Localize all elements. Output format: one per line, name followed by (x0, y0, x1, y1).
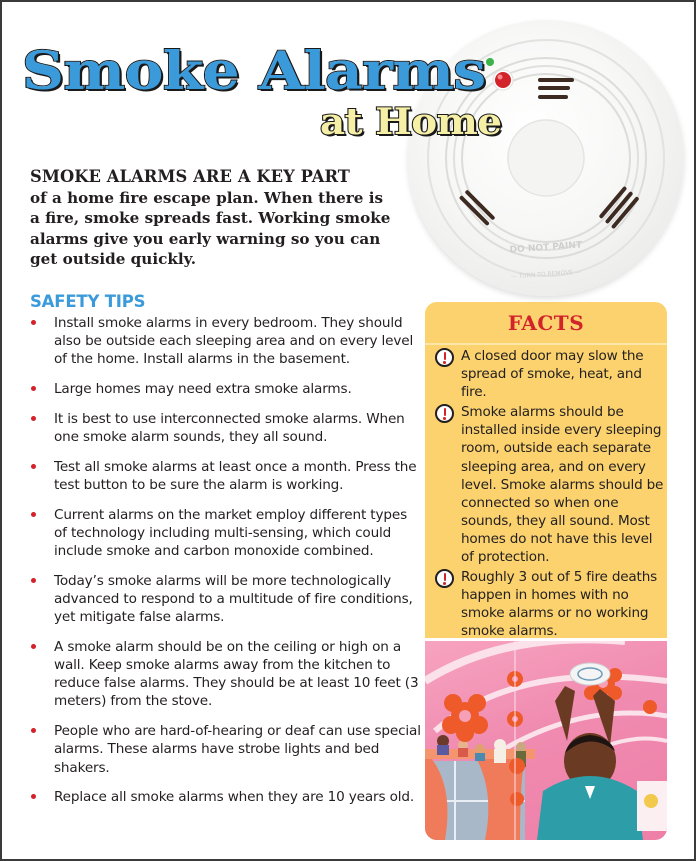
exclamation-icon (435, 404, 454, 423)
bullet-icon (31, 578, 36, 583)
divider (425, 343, 667, 345)
list-item (30, 572, 422, 627)
fact-text: Smoke alarms should be installed inside every sleeping room, outside each separate sleeping area, and on every level. Smoke alarms should be connected so when one sounds, they all sound. Most homes do not have this level of protection. (461, 404, 664, 566)
intro-lead: SMOKE ALARMS ARE A KEY PART (30, 167, 351, 186)
tip-text: It is best to use interconnected smoke alarms. When one smoke alarm sounds, they all sound. (54, 410, 405, 446)
tip-text: Current alarms on the market employ different types of technology including multi-sensing, which could include smoke and carbon monoxide combined. (54, 506, 408, 560)
list-item (30, 506, 422, 561)
list-item (30, 788, 422, 806)
svg-text:DO NOT PAINT: DO NOT PAINT (509, 240, 583, 256)
person-testing-alarm-icon (425, 641, 667, 840)
list-item (30, 458, 422, 494)
list-item (30, 314, 422, 369)
facts-heading: FACTS (507, 311, 585, 335)
list-item (30, 410, 422, 446)
tip-text: Today’s smoke alarms will be more technologically advanced to respond to a multitude of fire conditions, yet mitigate false alarms. (54, 572, 413, 626)
facts-list (435, 347, 665, 643)
bullet-icon (31, 728, 36, 733)
exclamation-icon (435, 348, 454, 367)
tip-text: People who are hard-of-hearing or deaf can use special alarms. These alarms have strobe lights and bed shakers. (54, 723, 421, 776)
bullet-icon (31, 416, 36, 421)
list-item (435, 403, 665, 566)
list-item (30, 722, 422, 777)
page-title: Smoke Alarms (22, 41, 486, 102)
fact-text: A closed door may slow the spread of smoke, heat, and fire. (461, 348, 644, 401)
fact-text: Roughly 3 out of 5 fire deaths happen in homes with no smoke alarms or no working smoke alarms. (461, 569, 657, 640)
list-item (30, 380, 422, 398)
facts-box (425, 302, 667, 638)
tip-text: Install smoke alarms in every bedroom. They should also be outside each sleeping area and on every level of the home. Install alarms in the basement. (54, 315, 414, 368)
tip-text: Large homes may need extra smoke alarms. (54, 381, 352, 398)
illustration-testing-alarm (425, 641, 667, 840)
intro-body: of a home fire escape plan. When there is a fire, smoke spreads fast. Working smoke alarms give you early warning so you can get outside quickly. (30, 188, 391, 268)
bullet-icon (31, 794, 36, 799)
intro-paragraph (30, 167, 395, 270)
svg-text:— TURN TO REMOVE —: — TURN TO REMOVE — (510, 268, 582, 281)
safety-tips-heading: SAFETY TIPS (30, 292, 146, 311)
bullet-icon (31, 512, 36, 517)
bullet-icon (31, 464, 36, 469)
tip-text: A smoke alarm should be on the ceiling or high on a wall. Keep smoke alarms away from the kitchen to reduce false alarms. They should be at least 10 feet (3 meters) from the stove. (54, 638, 419, 710)
exclamation-icon (435, 569, 454, 588)
tip-text: Replace all smoke alarms when they are 10 years old. (54, 789, 415, 806)
bullet-icon (31, 386, 36, 391)
page-subtitle: at Home (320, 101, 502, 143)
bullet-icon (31, 320, 36, 325)
safety-tips-list (30, 314, 422, 818)
list-item (30, 638, 422, 711)
bullet-icon (31, 644, 36, 649)
tip-text: Test all smoke alarms at least once a month. Press the test button to be sure the alarm is working. (54, 458, 417, 493)
list-item (435, 568, 665, 640)
list-item (435, 347, 665, 401)
